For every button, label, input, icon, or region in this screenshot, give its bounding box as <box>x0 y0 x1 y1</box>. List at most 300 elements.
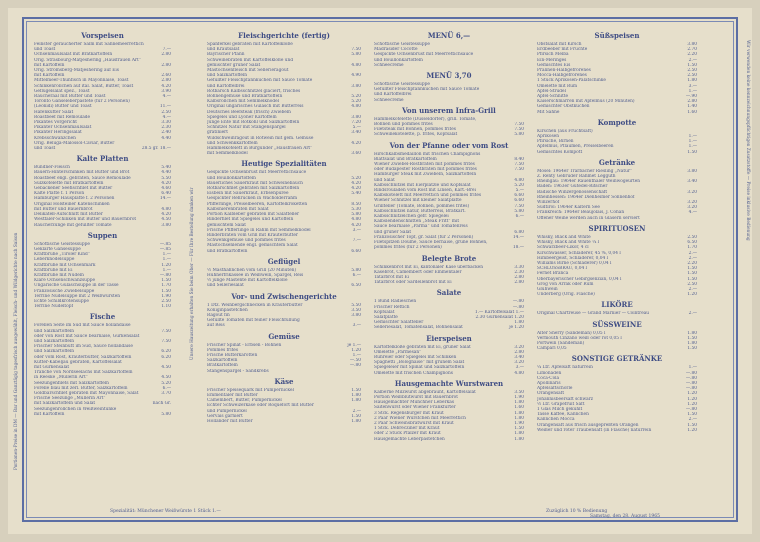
menu-item-name: Krebsschwänzchen <box>34 135 76 141</box>
menu-item <box>34 304 171 309</box>
menu-item-name: Frische Seezunge „Müllerin Art“ <box>34 396 106 402</box>
menu-item-name: Oberbayerischer Gebirgsenzian, 0,04 l <box>537 276 622 282</box>
menu-item-name: Portion Weißblutwurst mit Bauernbrot <box>374 394 458 400</box>
menu-item-price: 1.20 <box>687 427 697 433</box>
menu-item-name: Leberknödelsuppe <box>34 257 75 263</box>
menu-item-name: Sülzkotelette mit Bratkartoffeln <box>34 180 104 186</box>
section-title: Suppen <box>87 230 118 240</box>
menu-item-name: Terrine Nudelsuppe mit 2 Weißwürsten <box>34 293 121 299</box>
section-title: Belegte Brote <box>421 253 477 263</box>
menu-item-name: Wildschweinragout in Rotwein mit gem. Gemüse <box>207 135 314 141</box>
menu-item-name: Schneecreme <box>374 62 404 68</box>
menu-item-price: 28.5 gr. 18.— <box>141 146 171 152</box>
menu-item-price: 1.80 <box>687 78 697 84</box>
menu-item-price: 5.80 <box>514 208 524 214</box>
menu-item-price: 6.— <box>352 272 361 278</box>
menu-item-name: mit Kartoffeln <box>34 62 65 68</box>
menu-item-name: Spiegeleier mit Spinat und Salzkartoffeln <box>374 365 465 371</box>
menu-item-price: 1.50 <box>687 346 697 352</box>
menu-item-price: je 1.— <box>347 342 361 348</box>
menu-item-price: 3.50 <box>514 389 524 395</box>
menu-item-price: 4.20 <box>161 180 171 186</box>
menu-item-name: Apfel-Schnitte <box>537 94 569 100</box>
menu-item-price: 6.60 <box>514 193 524 199</box>
menu-item-price: 3.20 <box>687 200 697 206</box>
section-title: Fische <box>89 312 116 322</box>
menu-item-price: 1.60 <box>687 109 697 115</box>
section-title: MENÜ 6,— <box>427 31 471 40</box>
menu-item-price: 1.80 <box>351 398 361 404</box>
menu-item-name: und Salzkartoffeln <box>34 349 75 355</box>
menu-item-price: 4.80 <box>351 62 361 68</box>
menu-item-name: Hammelkotelett in Burgunder „Hausfrauen Art“ <box>207 146 313 152</box>
section-title: Käse <box>274 376 294 386</box>
menu-item-price: 1.50 <box>687 412 697 418</box>
menu-item <box>207 151 361 156</box>
menu-item-price: 5.80 <box>351 267 361 273</box>
menu-item-name: Königinpastetchen <box>207 307 248 313</box>
menu-item-name: Saitenwürst oder Wiener Frankfurter <box>374 405 456 411</box>
menu-item-name: Rindsrouladen vom Rost mit Linsen, Kart.-Brei <box>374 188 476 194</box>
menu-item-name: Orangensaft aus frisch ausgepreßten Orangen <box>537 422 639 428</box>
menu-item-name: Aprikosen <box>537 134 559 140</box>
menu-item-name: Schneecreme <box>374 97 404 103</box>
menu-item-name: Pikanter Ochsenmaulsalat <box>34 125 92 131</box>
menu-item <box>374 325 524 330</box>
menu-item-name: Stangenspargel - Sandkrebs <box>207 368 269 374</box>
menu-item-name: Omelette „Parmesan“ <box>374 349 422 355</box>
menu-item-name: und Kartoffelbrei <box>207 83 245 89</box>
menu-item-price: 1.— Kartoffelsalat 1.— <box>474 309 524 315</box>
menu-item-price: 5.20 <box>514 182 524 188</box>
menu-item-name: Orig. Beluga-Malossol-Caviar, Butter <box>34 140 115 146</box>
menu-item-name: und Salzkartoffeln <box>34 328 75 334</box>
menu-item-name: und Salzkartoffeln <box>207 73 248 79</box>
menu-item-price: 3.80 <box>161 222 171 228</box>
menu-item-price: 1.50 <box>687 266 697 272</box>
menu-item-price: 2.— <box>688 57 697 63</box>
menu-item-name: Rheinhessen: 1964er Dienheimer Sonnenhof <box>537 194 635 200</box>
menu-item-name: Pralinen-Halbgefrorenes <box>537 68 591 74</box>
menu-item-name: Kaiserschmarren mit Apfelmus (20 Minuten) <box>537 99 635 105</box>
menu-item-name: oder vom Rost, Kräuterbutter, Salzkartoffeln <box>34 354 132 360</box>
menu-item-name: mit Salzkartoffeln und Salat <box>34 401 96 407</box>
menu-item-name: Rotbarschfilet gebraten mit Salzkartoffeln <box>207 186 300 192</box>
menu-item-name: Apollinaris <box>537 380 561 386</box>
menu-item-name: Goldbarschfilet gebraten mit Mayonnaise, Salat <box>34 390 139 396</box>
menu-item-price: 2.80 <box>514 349 524 355</box>
menu-item-name: Rinderbraten vom Grill mit Kräuterbutter <box>207 232 298 238</box>
menu-item-name: Gespickte Ochsenbrust mit Meerrettichsauce <box>374 52 474 58</box>
menu-item-name: Kalbskotelett mit Meerrettich und pommes frites <box>374 193 482 199</box>
section-title: LIKÖRE <box>601 300 633 310</box>
menu-item-price: —.80 <box>685 386 697 392</box>
menu-item-price: 6.50 <box>687 240 697 246</box>
menu-item-price: 6.20 <box>161 349 171 355</box>
section-title: Vor- und Zwischengerichte <box>231 291 337 301</box>
menu-item-price: 2.80 <box>161 78 171 84</box>
menu-item-name: und Toast <box>34 146 56 152</box>
menu-item-name: Bratkartoffeln <box>207 363 238 369</box>
menu-item-price: 3.20 <box>687 189 697 195</box>
menu-item-name: Camembert, Butter, Pumpernickel <box>207 398 282 404</box>
menu-item-name: mit Butter und Bauernbrot <box>34 206 93 212</box>
menu-item-name: Junge Ente mit Rotkohl und Salzkartoffeln <box>207 120 300 126</box>
menu-item-name: Rühreier oder Spiegelei mit Schinken <box>374 354 457 360</box>
menu-item-name: Obstsalat mit Kirsch <box>537 42 582 47</box>
menu-item-price: 2.40 <box>161 130 171 136</box>
menu-item-price: 2.50 <box>161 298 171 304</box>
menu-item-price: 1.50 <box>687 422 697 428</box>
menu-item-name: Filetspitzen Doulhe, Sauce bernaise, grüne Bohnen, <box>374 240 488 246</box>
menu-item-price: 14.— <box>159 196 171 202</box>
menu-item-name: und Toast <box>34 47 56 53</box>
menu-item-price: 1.60 <box>514 405 524 411</box>
menu-item-price: —.90 <box>685 94 697 100</box>
menu-item-price: 4.80 <box>514 177 524 183</box>
menu-item-name: Schinkenröllchen auf ital. Salat, Butter, Toast <box>34 83 134 89</box>
section-title: SONSTIGE GETRÄNKE <box>571 354 663 364</box>
menu-item-name: Ochsenmaulsalat mit Bratkartoffeln <box>34 52 113 58</box>
menu-item-price: 3.80 <box>687 168 697 174</box>
menu-item-name: Sauce bearnaise „Parma“ und Tomatenreis <box>374 224 468 230</box>
menu-item-name: Gefüllte Tomaten mit feiner Fleischfüllung <box>207 318 300 324</box>
menu-item-price: 7.50 <box>351 47 361 53</box>
menu-item-price: 3.80 <box>351 83 361 89</box>
menu-item-price: 6.20 <box>161 354 171 360</box>
menu-item-price: 2.30 Gurkensalat 1.20 <box>475 314 524 320</box>
menu-item-price: 2.50 <box>687 281 697 287</box>
menu-item-price: —.80 <box>159 272 171 278</box>
menu-item-name: Räucherzunge mit gefüllter Tomate <box>34 222 112 228</box>
menu-item-price: —.80 <box>512 299 524 305</box>
menu-item-price: —.80 <box>685 375 697 381</box>
menu-item-price: 1.90 <box>514 420 524 426</box>
menu-item-name: und Salat <box>374 177 395 183</box>
menu-item-name: Forellen Seite im Sud mit Sauce hollandaise <box>34 323 131 329</box>
menu-item-price: 3.20 <box>514 344 524 350</box>
menu-item-name: Baden: 1963er Gutedel-Ritscher <box>537 184 608 190</box>
menu-item-name: Mittelmeer-Thunfisch in Mayonnaise, Toast <box>34 78 129 84</box>
menu-item-name: Gebackener Seefischfilet mit Butter <box>34 186 113 192</box>
menu-item-name: pommes frites (für 2 Personen) <box>374 245 442 251</box>
menu-item <box>374 245 524 250</box>
menu-item-name: Hafenkutter Salat <box>34 109 74 115</box>
menu-item <box>207 419 361 424</box>
menu-item-name: Whisky, Black and White ¼ l <box>537 240 599 246</box>
menu-item-name: Eisbein mit Sauerkraut, Erbsenpüree <box>207 191 289 197</box>
menu-item-price: 4.20 <box>351 186 361 192</box>
menu-item-name: Gefüllter Fleischpfannkuchen mit Sauce Tomate <box>374 87 480 93</box>
menu-item-price: 3.— <box>352 323 361 329</box>
menu-item-name: Ungarische Gulaschsuppe in der Tasse <box>34 283 119 289</box>
menu-item-name: Französische Zwiebelsuppe <box>34 288 95 294</box>
menu-item-price: 2.— <box>352 408 361 414</box>
menu-item-price: 2.20 <box>687 260 697 266</box>
menu-item-name: und Kartoffelbrei <box>374 92 412 98</box>
menu-item-price: 1.80 <box>687 340 697 346</box>
menu-item-price: 1.80 <box>351 418 361 424</box>
menu-item-name: Geklärte Gänsesuppe <box>34 246 81 252</box>
menu-item-name: Bohnengemüse und Bratkartoffeln <box>207 94 283 100</box>
menu-item-price: 2.50 <box>687 73 697 79</box>
menu-item-name: Kalbslendenschnitten „Steak Fritt“ mit <box>374 219 460 225</box>
menu-item-name: Bayrischer Pfann <box>207 52 245 58</box>
menu-item-name: Kälberne Milzwurst abgebräunt, Kartoffelsalat <box>374 389 476 395</box>
menu-item-name: Salzkartoffeln <box>207 358 238 364</box>
side-note-left: Portionen-Preise in DM — Bar und Ganztägig tagesfrisch ausgewählt, Fleisch- und Wildgerichte nach Saison <box>14 232 19 470</box>
menu-item-price: 3.60 <box>351 151 361 157</box>
menu-item-price: 11.— <box>159 104 171 110</box>
menu-item-price: 6.60 <box>351 248 361 254</box>
menu-column-4 <box>537 28 697 516</box>
menu-item-name: Seezungenfilets mit Salzkartoffeln <box>34 380 109 386</box>
menu-item-price: 8.50 <box>351 201 361 207</box>
menu-item-name: mit Kartoffeln <box>34 411 65 417</box>
menu-item-price: 5.20 <box>351 94 361 100</box>
menu-item <box>374 63 524 68</box>
menu-item-name: Geflügelsalat spez., Toast <box>34 88 90 94</box>
menu-item-name: Schweinekotelette, p. frites, Kopfsalat <box>374 132 458 138</box>
menu-item-name: Portion Kalbleber gebraten mit Salatteller <box>207 212 300 218</box>
menu-item-price: 5.— <box>352 125 361 131</box>
section-title: Heutige Spezialitäten <box>241 159 327 169</box>
menu-item-name: Hamburger Steak mit Zwiebeln, Salzkartoffeln <box>374 172 477 178</box>
menu-item-price: 4.40 <box>161 170 171 176</box>
menu-item-price: 2.60 <box>161 73 171 79</box>
menu-item-price: 4.50 <box>161 375 171 381</box>
menu-item <box>374 437 524 442</box>
menu-item-price: 2.— <box>688 250 697 256</box>
menu-item-price: 4.— <box>162 94 171 100</box>
menu-item <box>34 223 171 228</box>
menu-item-price: 5.40 <box>351 191 361 197</box>
menu-item-name: Bäuerliches Sauerkraut mit Schweinebauch <box>207 180 303 186</box>
menu-item-price: 4.20 <box>161 212 171 218</box>
menu-item-name: Alter Sherry (Sandeman) 0,05 l <box>537 330 606 336</box>
menu-item-price: 7.— <box>352 238 361 244</box>
menu-item-price: 3.30 <box>161 120 171 126</box>
menu-item-price: 7.50 <box>514 167 524 173</box>
menu-item-name: Rotbarsch Kalbsschnitzel glaciert, frisches <box>207 88 301 94</box>
menu-item-name: Apfel-Strudel <box>537 88 566 94</box>
menu-item-name: (Leonidi) Butter und Toast <box>34 104 92 110</box>
menu-item-price: 1.50 <box>351 413 361 419</box>
section-title: Gemüse <box>268 331 300 341</box>
menu-item <box>374 98 524 103</box>
menu-item-price: 4.20 <box>351 180 361 186</box>
menu-item-price: 5.80 <box>351 212 361 218</box>
section-title: Hausgemachte Wurstwaren <box>394 378 504 388</box>
menu-item <box>537 292 697 297</box>
section-title: Von der Pfanne oder vom Rost <box>389 140 509 150</box>
menu-item-price: 1.80 <box>514 415 524 421</box>
menu-item-price: 5.40 <box>161 165 171 171</box>
menu-item-price: 2.30 <box>514 269 524 275</box>
menu-item-name: Kraftbrühe „Tiroler Kind“ <box>34 252 90 258</box>
menu-item-name: und Selleriesalat <box>207 283 244 289</box>
menu-item-price: 6.80 <box>514 229 524 235</box>
menu-item-price: 2.80 <box>514 274 524 280</box>
menu-item-name: Tatarbrot mit Ei <box>374 274 409 280</box>
menu-item-name: und Salzkartoffeln <box>34 338 75 344</box>
menu-item-price: 5.50 <box>351 302 361 308</box>
menu-item-name: Mastochsenfleisch mit Sellerieragout <box>207 68 289 74</box>
menu-item-price: 4.60 <box>161 186 171 192</box>
menu-item-name: Wiener Zwiebel-Rostbraten mit pommes frites <box>374 162 475 168</box>
menu-item <box>207 323 361 328</box>
menu-item-price: 1.20 <box>351 347 361 353</box>
section-title: Kompotte <box>597 117 637 127</box>
menu-item-name: Kirschwasser, Schladerer, 45 %, 0,04 l <box>537 250 621 256</box>
menu-item-price: 4.50 <box>161 217 171 223</box>
menu-item-price: 1.— <box>162 267 171 273</box>
menu-item-name: Kraftbrühe mit Nudeln <box>34 272 84 278</box>
menu-item-name: ½ Ltr. Grapefruit Saft <box>537 401 585 407</box>
menu-item-name: Vermouth Cinzano weiß oder rot 0,05 l <box>537 335 622 341</box>
menu-item-name: Schnitzel Natur mit Stangenspargel <box>207 125 286 131</box>
menu-item-price: 1.40 <box>687 104 697 110</box>
menu-item-name: Madrasider Cocotte <box>374 47 418 53</box>
menu-item-price: 4.80 <box>351 217 361 223</box>
menu-item-name: Rheingau: 1964er Rauenthaler Weinwogeurten <box>537 179 641 185</box>
menu-item-name: Gemischtes Eis <box>537 62 571 68</box>
menu-item-price: 5.30 <box>351 206 361 212</box>
menu-item <box>34 412 171 417</box>
menu-item-name: Hausgemachter Münchner Leberkäs <box>374 400 455 406</box>
menu-item-name: Grillteller (Tomate, Bohnen, pommes frites) <box>374 203 470 209</box>
menu-item-price: —.85 <box>159 246 171 252</box>
section-title: Geflügel <box>267 256 301 266</box>
menu-item-price: 1.50 <box>351 387 361 393</box>
menu-item-price: 5.20 <box>351 175 361 181</box>
menu-item-price: 1.80 <box>514 320 524 326</box>
menu-item-name: Französischer Topf, gr. Salat (für 2 Personen) <box>374 234 474 240</box>
menu-item-price: 1.80 <box>514 436 524 442</box>
menu-item-name: Gemischter Obstkuchen <box>537 104 590 110</box>
menu-item-price: 4.80 <box>351 104 361 110</box>
menu-item-price: 6.50 <box>351 283 361 289</box>
menu-item-price: 7.50 <box>161 328 171 334</box>
menu-item-price: 1.— <box>688 144 697 150</box>
menu-item-name: und Bouillonkartoffeln <box>374 57 423 63</box>
menu-item-name: Kalte Platte f. 1 Person <box>34 191 85 197</box>
menu-item-price: 5.80 <box>351 52 361 58</box>
menu-item-name: Frische Butterkarotten <box>207 352 258 358</box>
footer-service-charge: Zuzüglich 10 % Bedienung <box>546 509 608 514</box>
menu-item-name: Apfelmus, Pflaumen, Preiselbeeren <box>537 144 614 150</box>
menu-item-price: 3.20 <box>687 205 697 211</box>
menu-item-name: Emmentaler mit Butter <box>207 392 258 398</box>
menu-item-name: Wiener Schnitzel mit kleiner Salatplatte <box>374 198 462 204</box>
menu-item-price: 1.20 <box>687 292 697 298</box>
menu-item-price: 1.— <box>162 257 171 263</box>
section-title: Salate <box>436 288 462 298</box>
menu-item <box>207 369 361 374</box>
menu-item-price: —.80 <box>685 406 697 412</box>
menu-item-price: 3.— <box>352 227 361 233</box>
menu-item-price: 2.80 <box>161 52 171 58</box>
menu-item-price: 7.50 <box>514 122 524 128</box>
menu-item-name: Gemischtes Kompott <box>537 149 583 155</box>
menu-item-name: Westfäler-Schinken mit Butter und Bauernbrot <box>34 217 137 223</box>
menu-item-name: Hirschkalbsmedaillon mit frischen Champignons <box>374 151 481 157</box>
menu-item-name: ¼ Ltr. Apfelsaft naturrein <box>537 365 593 371</box>
menu-item-name: SCHLOSSBRAU, 0,04 l <box>537 266 587 272</box>
menu-item-name: Schweinebraten mit Kartoffelklöße und <box>207 57 294 63</box>
menu-item-price: 4.40 <box>161 135 171 141</box>
menu-item-name: Kännchen Mocca <box>537 417 575 423</box>
section-title: SPIRITUOSEN <box>588 223 646 233</box>
menu-column-1 <box>34 28 171 516</box>
menu-item-name: Roastbeef engl. gebraten, Sauce Remoulade <box>34 175 131 181</box>
menu-item-name: mit Kartoffeln <box>34 73 65 79</box>
menu-item-name: Forelle blau mit zerl. Butter, Salzkartoffeln <box>34 385 128 391</box>
menu-item-name: auf Reis <box>207 323 225 329</box>
menu-item-name: Grog von Arrak oder Rum <box>537 281 594 287</box>
menu-item-name: 1 Stück Aprikosen-Palatschinke <box>537 78 606 84</box>
menu-item-name: mit Semmelknödel <box>207 151 248 157</box>
menu-item-name: Z. Renty Gebrüder Rahmet Legguth <box>537 174 616 180</box>
footer-date: Samstag, den 28. August 1965 <box>590 514 660 519</box>
menu-item-price: —.80 <box>685 380 697 386</box>
menu-item-name: Mosel: 1964er Trarbacher Riesling „Natur“ <box>537 168 633 174</box>
menu-item-name: gemischtem Salat <box>207 222 246 228</box>
menu-item-name: Holländer mit Butter <box>207 418 253 424</box>
menu-item-name: ½ junge Mastente mit Kartoffelklöße <box>207 278 288 284</box>
menu-item-name: Orig. Stromsberg-Matjeshering auf Eis <box>34 68 119 74</box>
menu-item-name: Rinderfilet mit Spiegelei und Kartoffeln <box>207 217 294 223</box>
menu-item-price: 2.50 <box>687 234 697 240</box>
menu-item-price: 3.40 <box>514 354 524 360</box>
menu-item-price: —.80 <box>685 370 697 376</box>
menu-item-name: Tasse Kaffee, Kännchen <box>537 412 589 418</box>
menu-item-price: 1.80 <box>351 392 361 398</box>
section-title: Kalte Platten <box>76 154 129 164</box>
menu-item-name: und Schwenkkartoffeln <box>207 140 258 146</box>
menu-item-name: Underberg (Orig. Flasche) <box>537 292 595 298</box>
menu-item-price: 1.50 <box>687 62 697 68</box>
menu-item-price: 1.20 <box>161 262 171 268</box>
menu-item-price: je 1.20 <box>509 325 524 331</box>
menu-column-3 <box>374 28 524 516</box>
menu-item-name: Erdbeeber mit Früchte <box>537 47 588 53</box>
menu-item <box>34 146 171 151</box>
menu-item-price: 1.— <box>688 365 697 371</box>
menu-item-name: oder von Rost mit Sauce bearnaise, Gurkensalat <box>34 333 140 339</box>
menu-item-price: 1.10 <box>161 304 171 310</box>
menu-item-name: Johannisbeersaft schwarz <box>537 396 594 402</box>
menu-item-price: 1.50 <box>687 335 697 341</box>
menu-item-price: 4.20 <box>351 140 361 146</box>
menu-item-price: 2.— <box>688 286 697 292</box>
menu-item-name: Frische Pfifferlinge in Rahm mit Semmelknödel <box>207 227 311 233</box>
menu-item-name: Original Holsteiner Katenschinken <box>34 201 110 207</box>
section-title: MENÜ 3,70 <box>426 71 472 81</box>
menu-item-name: Pikanter Heringssalat <box>34 130 82 136</box>
menu-item-name: Hausgemachte Leberpastetchen <box>374 436 445 442</box>
menu-item-price: 4.80 <box>514 370 524 376</box>
menu-item-price: 1.20 <box>687 401 697 407</box>
menu-item-price: 4.20 <box>161 83 171 89</box>
menu-item-price: 1.50 <box>514 426 524 432</box>
menu-item-name: oder Budapester Rostbraten mit pommes frites <box>374 167 477 173</box>
menu-item-price: 3.80 <box>687 42 697 47</box>
menu-item-name: und Bouillonkartoffeln <box>207 175 256 181</box>
menu-item <box>537 311 697 316</box>
menu-item-name: Südtirol: 1964er Kaltern See <box>537 205 600 211</box>
menu-item-price: 1.80 <box>514 400 524 406</box>
